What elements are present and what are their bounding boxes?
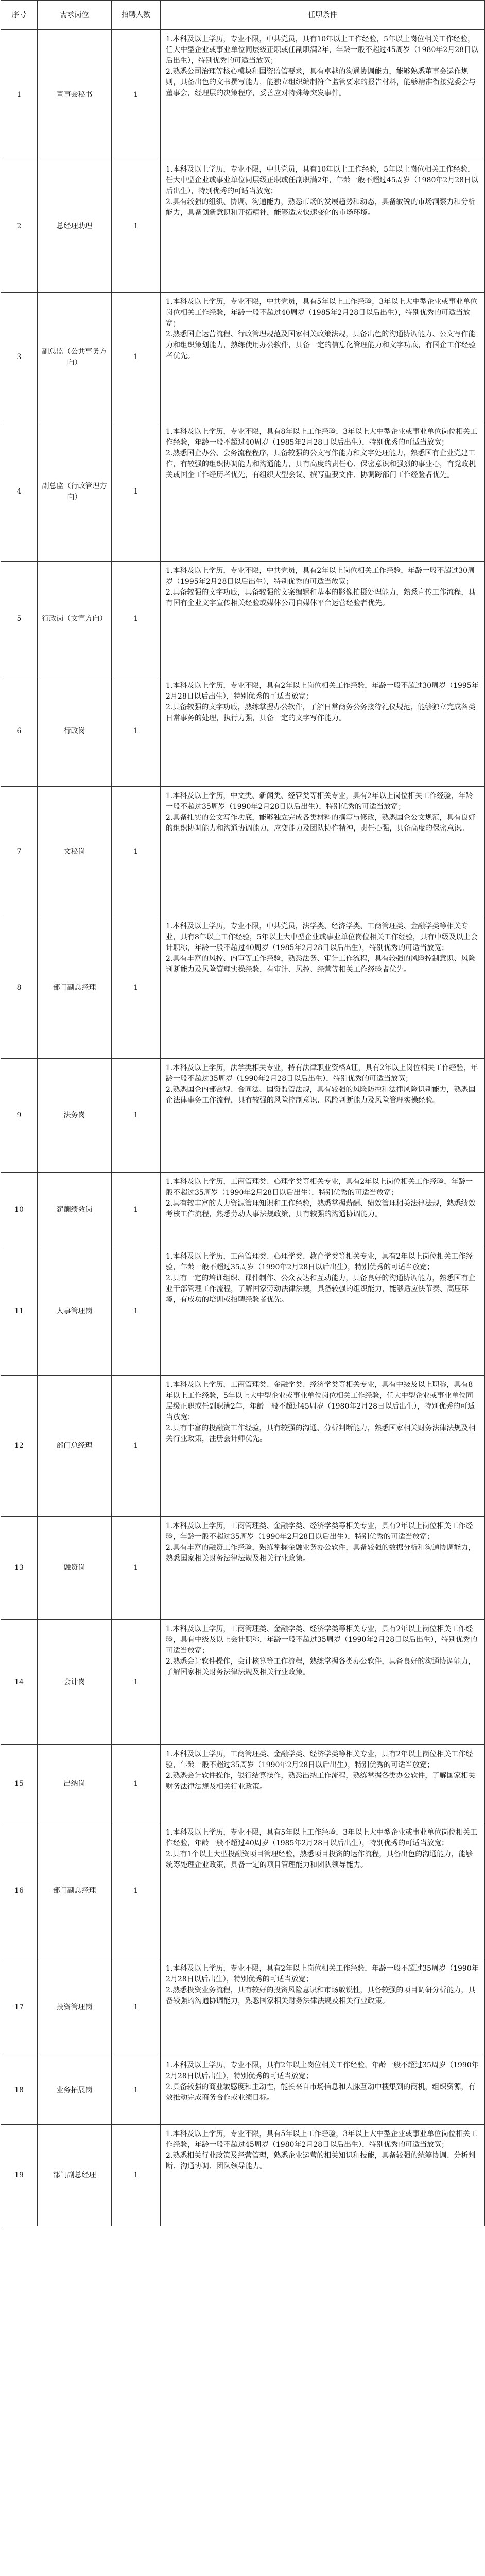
- row-number: 17: [1, 1959, 38, 2056]
- requirement-paragraph: 1.本科及以上学历，工商管理类、心理学类等相关专业，具有2年以上岗位相关工作经验，年龄一般不超过35周岁（1990年2月28日以后出生），特别优秀的可适当放宽；: [166, 1178, 473, 1197]
- post-name: 部门副总经理: [38, 917, 112, 1059]
- requirement-paragraph: 2.熟悉会计软件操作，银行结算操作，熟悉出纳工作流程，熟练掌握各类办公软件，了解国家相关财务法律法规及相关行业政策。: [166, 1772, 476, 1791]
- row-number: 19: [1, 2125, 38, 2226]
- post-name: 董事会秘书: [38, 30, 112, 160]
- headcount: 1: [112, 2056, 161, 2125]
- post-name: 副总监（行政管理方向）: [38, 422, 112, 562]
- requirement-paragraph: 2.熟悉投资业务流程，具有较好的投资风险意识和市场敏锐性，具备较强的项目调研分析能力，具备较强的沟通协调能力，熟悉国家相关财务法律法规及相关行业政策。: [166, 1986, 476, 2005]
- requirements-cell: [161, 293, 485, 422]
- requirement-paragraph: 1.本科及以上学历，专业不限，中共党员，具有10年以上工作经验，5年以上岗位相关工作经验，任大中型企业或事业单位同层级正职或任副职满2年，年龄一般不超过45周岁（1980年2月28日以后出生），特别优秀的可适当放宽；: [166, 35, 479, 65]
- post-name: 部门副总经理: [38, 1823, 112, 1959]
- requirement-paragraph: 1.本科及以上学历，工商管理类、金融学类、经济学类等相关专业，具有2年以上岗位相关工作经验，具有中级及以上会计职称，年龄一般不超过35周岁（1990年2月28日以后出生），特别优秀的可适当放宽；: [166, 1625, 478, 1655]
- requirements-cell: [161, 160, 485, 293]
- requirement-paragraph: 1.本科及以上学历，工商管理类、心理学类、教育学类等相关专业，具有2年以上岗位相关工作经验，年龄一般不超过35周岁（1990年2月28日以后出生），特别优秀的可适当放宽；: [166, 1252, 473, 1272]
- headcount: 1: [112, 1059, 161, 1173]
- headcount: 1: [112, 1247, 161, 1376]
- table-row: [1, 2056, 485, 2125]
- requirement-paragraph: 1.本科及以上学历，专业不限，具有2年以上岗位相关工作经验，年龄一般不超过35周岁（1990年2月28日以后出生），特别优秀的可适当放宽；: [166, 2061, 479, 2080]
- row-number: 2: [1, 160, 38, 293]
- headcount: 1: [112, 1376, 161, 1517]
- requirement-paragraph: 1.本科及以上学历，专业不限，具有2年以上岗位相关工作经验，年龄一般不超过30周岁（1995年2月28日以后出生），特别优秀的可适当放宽；: [166, 682, 479, 701]
- table-row: [1, 1247, 485, 1376]
- row-number: 6: [1, 676, 38, 787]
- headcount: 1: [112, 2125, 161, 2226]
- post-name: 法务岗: [38, 1059, 112, 1173]
- requirements-cell: [161, 30, 485, 160]
- table-row: [1, 1823, 485, 1959]
- row-number: 1: [1, 30, 38, 160]
- post-name: 副总监（公共事务方向）: [38, 293, 112, 422]
- requirement-paragraph: 1.本科及以上学历，专业不限，中共党员，具有2年以上岗位相关工作经验，年龄一般不超过30周岁（1995年2月28日以后出生），特别优秀的可适当放宽；: [166, 567, 475, 586]
- requirements-cell: [161, 676, 485, 787]
- requirement-paragraph: 1.本科及以上学历，专业不限，中共党员，具有5年以上工作经验，3年以上大中型企业或事业单位岗位相关工作经验，年龄一般不超过40周岁（1985年2月28日以后出生），特别优秀的可适当放宽；: [166, 298, 478, 328]
- row-number: 18: [1, 2056, 38, 2125]
- headcount: 1: [112, 1517, 161, 1620]
- table-row: [1, 422, 485, 562]
- headcount: 1: [112, 1173, 161, 1247]
- row-number: 7: [1, 787, 38, 917]
- header-requirements: 任职条件: [161, 1, 485, 30]
- row-number: 15: [1, 1745, 38, 1823]
- post-name: 业务拓展岗: [38, 2056, 112, 2125]
- table-row: [1, 1376, 485, 1517]
- headcount: 1: [112, 293, 161, 422]
- headcount: 1: [112, 562, 161, 676]
- requirements-cell: [161, 787, 485, 917]
- requirement-paragraph: 2.具有较强的组织、协调、沟通能力，熟悉市场的发展趋势和动态，具备敏锐的市场洞察力和分析能力，具备创新意识和开拓精神，能够适应快速变化的市场环境。: [166, 198, 476, 217]
- post-name: 行政岗（文宣方向）: [38, 562, 112, 676]
- headcount: 1: [112, 676, 161, 787]
- post-name: 人事管理岗: [38, 1247, 112, 1376]
- requirement-paragraph: 1.本科及以上学历，工商管理类、金融学类、经济学类等相关专业，具有中级及以上职称，具有8年以上工作经验，5年以上大中型企业或事业单位岗位相关工作经验，任大中型企业或事业单位同层级正职或任副职满2年，年龄一般不超过45周岁（1980年2月28日以后出生），特别优秀的可适当放宽；: [166, 1381, 475, 1421]
- header-count: 招聘人数: [112, 1, 161, 30]
- post-name: 行政岗: [38, 676, 112, 787]
- post-name: 融资岗: [38, 1517, 112, 1620]
- table-body: [1, 30, 485, 2226]
- table-header-row: [1, 1, 485, 30]
- requirement-paragraph: 1.本科及以上学历，专业不限，中共党员，具有10年以上工作经验，5年以上岗位相关工作经验，任大中型企业或事业单位同层级正职或任副职满2年，年龄一般不超过45周岁（1980年2月28日以后出生），特别优秀的可适当放宽；: [166, 165, 479, 195]
- requirement-paragraph: 2.具备较强的文字功底，熟练掌握办公软件，了解日常商务公务接待礼仪规范，能够独立完成各类日常事务的处理，执行力强，具备一定的文字写作能力。: [166, 703, 476, 722]
- requirements-cell: [161, 917, 485, 1059]
- row-number: 5: [1, 562, 38, 676]
- requirements-cell: [161, 422, 485, 562]
- requirement-paragraph: 2.熟悉国企办公、会务流程程序，具备较强的公文写作能力和文字处理能力，熟悉国有企业党建工作，有较强的组织协调能力和沟通能力，具有高度的责任心、保密意识和强烈的事业心，有党政机关或国企工作经历者优先，有组织大型会议、撰写重要文件、协调跨部门工作经验者优先。: [166, 449, 476, 479]
- table-row: [1, 1059, 485, 1173]
- requirements-cell: [161, 1173, 485, 1247]
- post-name: 部门总经理: [38, 1376, 112, 1517]
- requirement-paragraph: 2.具有丰富的投融资工作经验，具有较强的沟通、分析判断能力，熟悉国家相关财务法律法规及相关行业政策，注册会计师优先。: [166, 1424, 476, 1443]
- table-row: [1, 293, 485, 422]
- requirement-paragraph: 2.熟悉国企内部合规、合同法、国资监管法规，具有较强的风险防控和法律风险识别能力，熟悉国企法律事务工作流程，具有较强的风险控制意识、风险判断能力及风险管理实操经验。: [166, 1086, 476, 1105]
- requirement-paragraph: 1.本科及以上学历，法学类相关专业，持有法律职业资格A证，具有2年以上岗位相关工作经验，年龄一般不超过35周岁（1990年2月28日以后出生），特别优秀的可适当放宽；: [166, 1064, 478, 1083]
- requirement-paragraph: 1.本科及以上学历，专业不限，具有8年以上工作经验，3年以上大中型企业或事业单位岗位相关工作经验，年龄一般不超过40周岁（1985年2月28日以后出生），特别优秀的可适当放宽；: [166, 428, 478, 447]
- post-name: 出纳岗: [38, 1745, 112, 1823]
- requirement-paragraph: 1.本科及以上学历，专业不限，具有5年以上工作经验，3年以上大中型企业或事业单位岗位相关工作经验，年龄一般不超过45周岁（1980年2月28日以后出生），特别优秀的可适当放宽；: [166, 2130, 478, 2149]
- requirement-paragraph: 2.具有丰富的融资工作经验，熟练掌握金融业务办公软件，具备较强的数据分析和沟通协调能力，熟悉国家相关财务法律法规及相关行业政策。: [166, 1544, 476, 1563]
- requirements-cell: [161, 562, 485, 676]
- requirement-paragraph: 2.具有较丰富的人力资源管理知识和工作经验，熟悉掌握薪酬、绩效管理相关法律法规，熟悉绩效考核工作流程，熟悉劳动人事法规政策，具有较强的沟通协调能力。: [166, 1199, 476, 1218]
- headcount: 1: [112, 1959, 161, 2056]
- requirements-cell: [161, 1517, 485, 1620]
- table-row: [1, 562, 485, 676]
- recruitment-table: [1, 0, 485, 2226]
- row-number: 8: [1, 917, 38, 1059]
- headcount: 1: [112, 160, 161, 293]
- post-name: 部门副总经理: [38, 2125, 112, 2226]
- requirement-paragraph: 2.熟悉公司治理等核心模块和国资监管要求，具有卓越的沟通协调能力，能够熟悉董事会运作规则，具备出色的文书撰写能力，能独立组织编制符合监管要求的报告材料，能够精准衔接党委会与董事会，经理层的决策程序，妥善应对特殊等突发事件。: [166, 67, 476, 97]
- requirements-cell: [161, 1247, 485, 1376]
- table-row: [1, 1173, 485, 1247]
- requirement-paragraph: 2.具有丰富的风控、内审等工作经验，熟悉法务、审计工作流程，具有较强的风险控制意识、风险判断能力及风险管理实操经验，有审计、风控、经营等相关工作经验者优先。: [166, 955, 476, 974]
- header-post: 需求岗位: [38, 1, 112, 30]
- requirement-paragraph: 2.熟悉会计软件操作，会计核算等工作流程，熟练掌握各类办公软件，具备良好的沟通协调能力，了解国家相关财务法律法规及相关行业政策。: [166, 1657, 476, 1676]
- requirement-paragraph: 2.具备较强的商业敏感度和主动性，能长来自市场信息和人脉互动中搜集到的商机，组织资源，有效推动完成商务合作或业绩目标。: [166, 2083, 476, 2102]
- post-name: 总经理助理: [38, 160, 112, 293]
- row-number: 12: [1, 1376, 38, 1517]
- table-row: [1, 30, 485, 160]
- headcount: 1: [112, 787, 161, 917]
- table-row: [1, 1620, 485, 1745]
- requirement-paragraph: 1.本科及以上学历，专业不限，具有5年以上工作经验，3年以上大中型企业或事业单位岗位相关工作经验，年龄一般不超过40周岁（1985年2月28日以后出生），特别优秀的可适当放宽；: [166, 1828, 478, 1848]
- headcount: 1: [112, 1620, 161, 1745]
- requirements-cell: [161, 1959, 485, 2056]
- requirements-cell: [161, 2056, 485, 2125]
- requirement-paragraph: 2.具有一定的培训组织、课件制作、公众表达和互动能力，具备良好的沟通协调能力，熟悉国有企业干部管理工作流程，了解国家劳动法律法规，具备较强的组织能力，能够适应快节奏、高压环境，有成功的培训或招聘经验者优先。: [166, 1274, 476, 1304]
- post-name: 薪酬绩效岗: [38, 1173, 112, 1247]
- post-name: 投资管理岗: [38, 1959, 112, 2056]
- row-number: 9: [1, 1059, 38, 1173]
- requirements-cell: [161, 1620, 485, 1745]
- requirements-cell: [161, 2125, 485, 2226]
- row-number: 16: [1, 1823, 38, 1959]
- row-number: 10: [1, 1173, 38, 1247]
- requirements-cell: [161, 1376, 485, 1517]
- row-number: 14: [1, 1620, 38, 1745]
- table-row: [1, 676, 485, 787]
- row-number: 4: [1, 422, 38, 562]
- post-name: 会计岗: [38, 1620, 112, 1745]
- table-row: [1, 1745, 485, 1823]
- header-no: 序号: [1, 1, 38, 30]
- requirement-paragraph: 1.本科及以上学历，工商管理类、金融学类、经济学类等相关专业，具有2年以上岗位相关工作经验，年龄一般不超过35周岁（1990年2月28日以后出生），特别优秀的可适当放宽；: [166, 1750, 473, 1769]
- requirement-paragraph: 2.具有1个以上大型投融资项目管理经验，熟悉项目投资的运作流程，具备出色的沟通能力，能够统筹处理企业政策，具备一定的项目管理能力和团队领导能力。: [166, 1850, 473, 1869]
- headcount: 1: [112, 30, 161, 160]
- requirements-cell: [161, 1823, 485, 1959]
- headcount: 1: [112, 1745, 161, 1823]
- row-number: 3: [1, 293, 38, 422]
- row-number: 11: [1, 1247, 38, 1376]
- table-row: [1, 1517, 485, 1620]
- headcount: 1: [112, 1823, 161, 1959]
- table-row: [1, 787, 485, 917]
- requirement-paragraph: 2.具备较强的文字功底，具备较强的文案编辑和基本的影像拍摄处理能力，熟悉宣传工作流程，具有国有企业文字宣传相关经验或媒体公司自媒体平台运营经验者优先。: [166, 588, 476, 607]
- post-name: 文秘岗: [38, 787, 112, 917]
- requirement-paragraph: 1.本科及以上学历，专业不限，中共党员，法学类、经济学类、工商管理类、金融学类等相关专业，具有8年以上工作经验，5年以上大中型企业或事业单位岗位相关工作经验，具有中级及以上会计职称，年龄一般不超过40周岁（1985年2月28日以后出生），特别优秀的可适当放宽；: [166, 922, 478, 952]
- table-row: [1, 917, 485, 1059]
- headcount: 1: [112, 422, 161, 562]
- requirement-paragraph: 2.熟悉国企运营流程、行政管理规范及国家相关政策法规，具备出色的沟通协调能力、公文写作能力和组织策划能力，熟练使用办公软件，具备一定的信息化管理能力和文字功底，有国企工作经验者优先。: [166, 330, 476, 360]
- requirement-paragraph: 1.本科及以上学历，中文类、新闻类、经管类等相关专业，具有2年以上岗位相关工作经验，年龄一般不超过35周岁（1990年2月28日以后出生），特别优秀的可适当放宽；: [166, 792, 473, 811]
- table-row: [1, 2125, 485, 2226]
- row-number: 13: [1, 1517, 38, 1620]
- requirements-cell: [161, 1059, 485, 1173]
- table-row: [1, 160, 485, 293]
- requirement-paragraph: 2.熟悉相关行业政策及经营管理，熟悉企业运营的相关知识和技能，具备较强的统筹协调、分析判断、沟通协调、团队领导能力。: [166, 2151, 476, 2171]
- requirements-cell: [161, 1745, 485, 1823]
- requirement-paragraph: 2.具备扎实的公文写作功底，能够独立完成各类材料的撰写与修改，熟悉国企公文规范，具有良好的组织协调能力和沟通协调能力，应变能力及团队协作精神，责任心强，具备高度的保密意识。: [166, 814, 476, 833]
- requirement-paragraph: 1.本科及以上学历，专业不限，具有2年以上岗位相关工作经验，年龄一般不超过35周岁（1990年2月28日以后出生），特别优秀的可适当放宽；: [166, 1964, 479, 1984]
- headcount: 1: [112, 917, 161, 1059]
- requirement-paragraph: 1.本科及以上学历，工商管理类、金融学类、经济学类等相关专业，具有2年以上岗位相关工作经验，年龄一般不超过35周岁（1990年2月28日以后出生），特别优秀的可适当放宽；: [166, 1522, 473, 1541]
- table-row: [1, 1959, 485, 2056]
